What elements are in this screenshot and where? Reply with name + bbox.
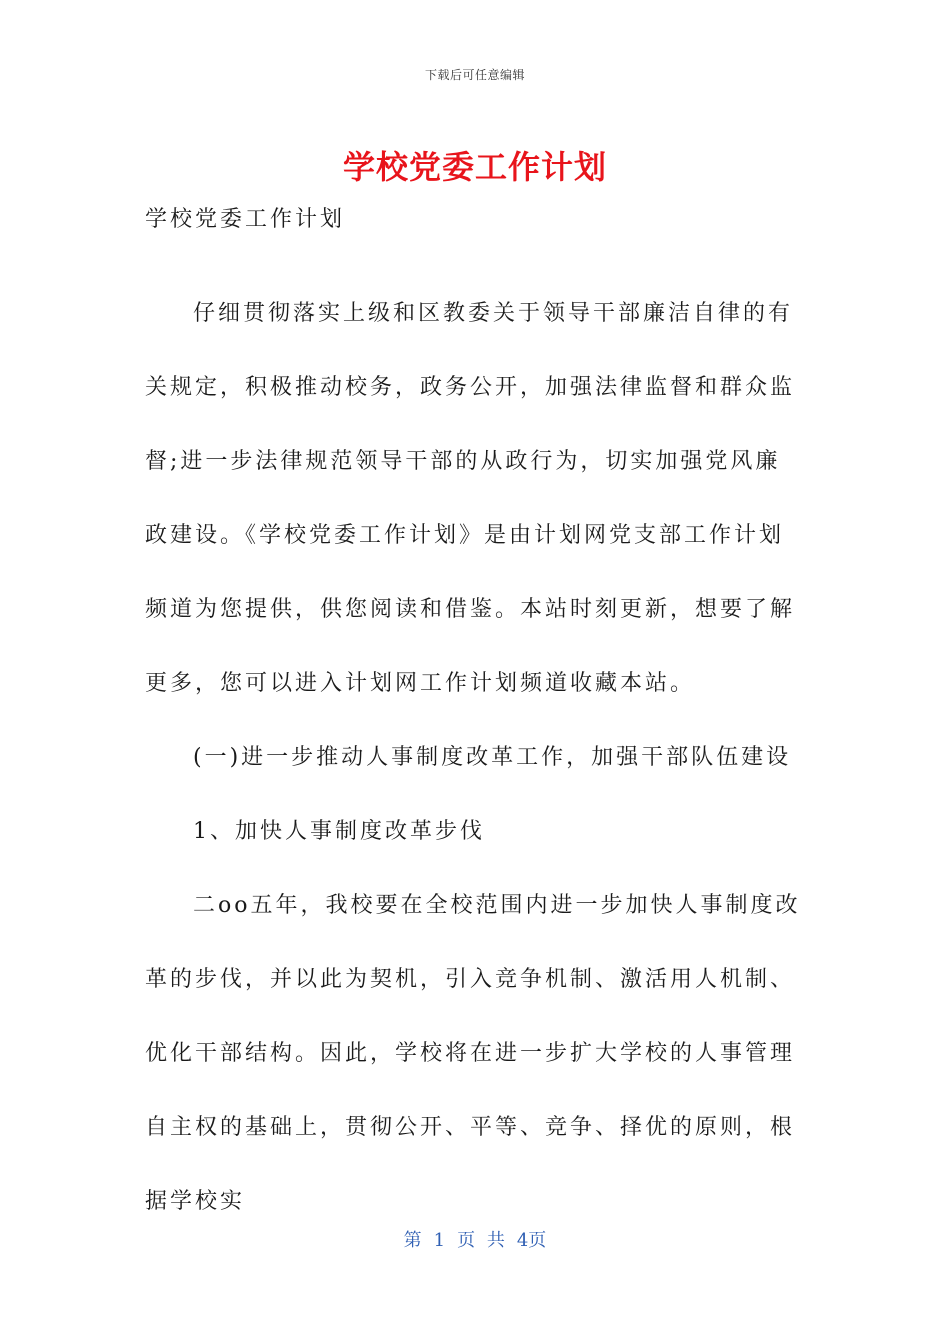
body-paragraph: 二oo五年，我校要在全校范围内进一步加快人事制度改革的步伐，并以此为契机，引入竞争机制、激活用人机制、优化干部结构。因此，学校将在进一步扩大学校的人事管理自主权的基础上，贯彻公开、平等、竞争、择优的原则，根据学校实: [145, 893, 801, 1214]
section-heading: (一)进一步推动人事制度改革工作，加强干部队伍建设: [193, 745, 792, 770]
page-label-prefix: 第: [403, 1230, 422, 1251]
subtitle-paragraph: 学校党委工作计划: [145, 207, 346, 232]
header-note: 下载后可任意编辑: [424, 68, 525, 82]
intro-paragraph: 仔细贯彻落实上级和区教委关于领导干部廉洁自律的有关规定，积极推动校务，政务公开，加强法律监督和群众监督;进一步法律规范领导干部的从政行为，切实加强党风廉政建设。《学校党委工作计划》是由计划网党支部工作计划频道为您提供，供您阅读和借鉴。本站时刻更新，想要了解更多，您可以进入计划网工作计划频道收藏本站。: [145, 301, 796, 696]
subsection-heading: 1、加快人事制度改革步伐: [193, 819, 485, 844]
document-body: [145, 203, 805, 1239]
page-footer: [0, 1226, 950, 1252]
document-title: 学校党委工作计划: [342, 148, 607, 186]
total-pages: 4页: [516, 1230, 547, 1251]
current-page-number: 1: [433, 1230, 446, 1251]
page-label-mid: 页 共: [457, 1230, 505, 1251]
